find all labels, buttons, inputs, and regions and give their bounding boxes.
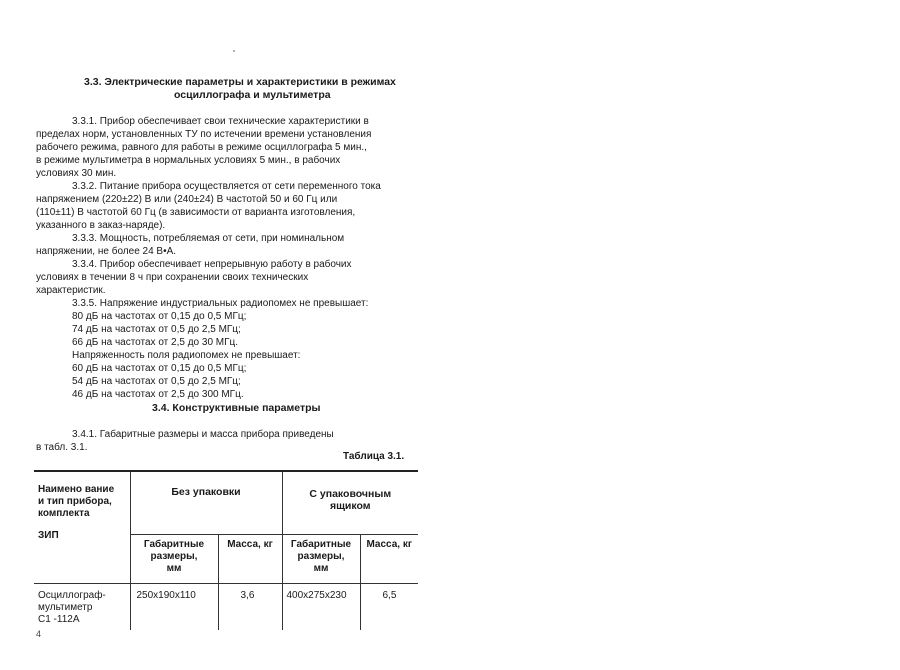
row-mass-2: 6,5 [360, 584, 418, 631]
group-with-packaging-header [282, 471, 418, 535]
col-name-header-line: и тип прибора, [38, 496, 112, 507]
p333-line: 3.3.3. Мощность, потребляемая от сети, при номинальном [72, 233, 345, 244]
col-name-header [34, 471, 130, 584]
sub-dims-2-line: размеры, [297, 551, 345, 562]
sub-dims-1-line: мм [166, 563, 182, 574]
sub-dims-2-line: Габаритные [290, 539, 352, 550]
table-3-1 [34, 470, 418, 630]
p334-line: условиях в течении 8 ч при сохранении своих технических [36, 272, 309, 283]
sub-dims-2-line: мм [313, 563, 329, 574]
row-dims-2: 400х275х230 [282, 584, 360, 631]
section-3-3-heading-line2: осциллографа и мультиметра [174, 89, 331, 101]
p331-line: 3.3.1. Прибор обеспечивает свои технические характеристики в [72, 116, 369, 127]
p334-line: характеристик. [36, 285, 106, 296]
p331-line: в режиме мультиметра в нормальных условиях 5 мин., в рабочих [36, 155, 341, 166]
p341-line: в табл. 3.1. [36, 442, 88, 453]
sub-mass-2: Масса, кг [360, 535, 418, 584]
p335-line: 3.3.5. Напряжение индустриальных радиопомех не превышает: [72, 298, 369, 309]
sub-dims-2 [282, 535, 360, 584]
col-name-header-line: комплекта [38, 508, 90, 519]
p335-line: 46 дБ на частотах от 2,5 до 300 МГц. [72, 389, 244, 400]
row-device-name-line: мультиметр [38, 602, 93, 613]
p332-line: напряжением (220±22) В или (240±24) В частотой 50 и 60 Гц или [36, 194, 338, 205]
p335-line: Напряженность поля радиопомех не превышает: [72, 350, 301, 361]
col-name-header-line: ЗИП [38, 530, 59, 541]
p333-line: напряжении, не более 24 В•А. [36, 246, 177, 257]
row-mass-1: 3,6 [218, 584, 282, 631]
section-3-3-heading-line1: 3.3. Электрические параметры и характеристики в режимах [84, 76, 396, 88]
col-name-header-line: Наимено вание [38, 484, 115, 495]
table-caption: Таблица 3.1. [343, 451, 405, 462]
row-device-name-line: С1 -112А [38, 614, 80, 625]
p332-line: (110±11) В частотой 60 Гц (в зависимости от варианта изготовления, [36, 207, 356, 218]
p332-line: указанного в заказ-наряде). [36, 220, 166, 231]
p334-line: 3.3.4. Прибор обеспечивает непрерывную работу в рабочих [72, 259, 352, 270]
group-no-packaging-header: Без упаковки [130, 471, 282, 535]
group-with-packaging-line: ящиком [329, 500, 371, 512]
group-with-packaging-line: С упаковочным [309, 488, 392, 500]
section-3-4-heading: 3.4. Конструктивные параметры [152, 402, 321, 414]
row-device-name-line: Осциллограф- [38, 590, 106, 601]
scan-speck [233, 50, 235, 52]
sub-dims-1-line: размеры, [150, 551, 198, 562]
row-device-name [34, 584, 130, 631]
p332-line: 3.3.2. Питание прибора осуществляется от сети переменного тока [72, 181, 381, 192]
table-header-row [34, 471, 418, 535]
table-row [34, 584, 418, 631]
p331-line: условиях 30 мин. [36, 168, 117, 179]
sub-mass-1: Масса, кг [218, 535, 282, 584]
page-mark: 4 [36, 629, 42, 639]
p331-line: рабочего режима, равного для работы в режиме осциллографа 5 мин., [36, 142, 367, 153]
p335-line: 54 дБ на частотах от 0,5 до 2,5 МГц; [72, 376, 241, 387]
p335-line: 66 дБ на частотах от 2,5 до 30 МГц. [72, 337, 239, 348]
p335-line: 60 дБ на частотах от 0,15 до 0,5 МГц; [72, 363, 247, 374]
sub-dims-1 [130, 535, 218, 584]
p331-line: пределах норм, установленных ТУ по истечении времени установления [36, 129, 372, 140]
row-dims-1: 250х190х110 [130, 584, 218, 631]
p341-line: 3.4.1. Габаритные размеры и масса прибора приведены [72, 429, 334, 440]
p335-line: 80 дБ на частотах от 0,15 до 0,5 МГц; [72, 311, 247, 322]
p335-line: 74 дБ на частотах от 0,5 до 2,5 МГц; [72, 324, 241, 335]
sub-dims-1-line: Габаритные [143, 539, 205, 550]
